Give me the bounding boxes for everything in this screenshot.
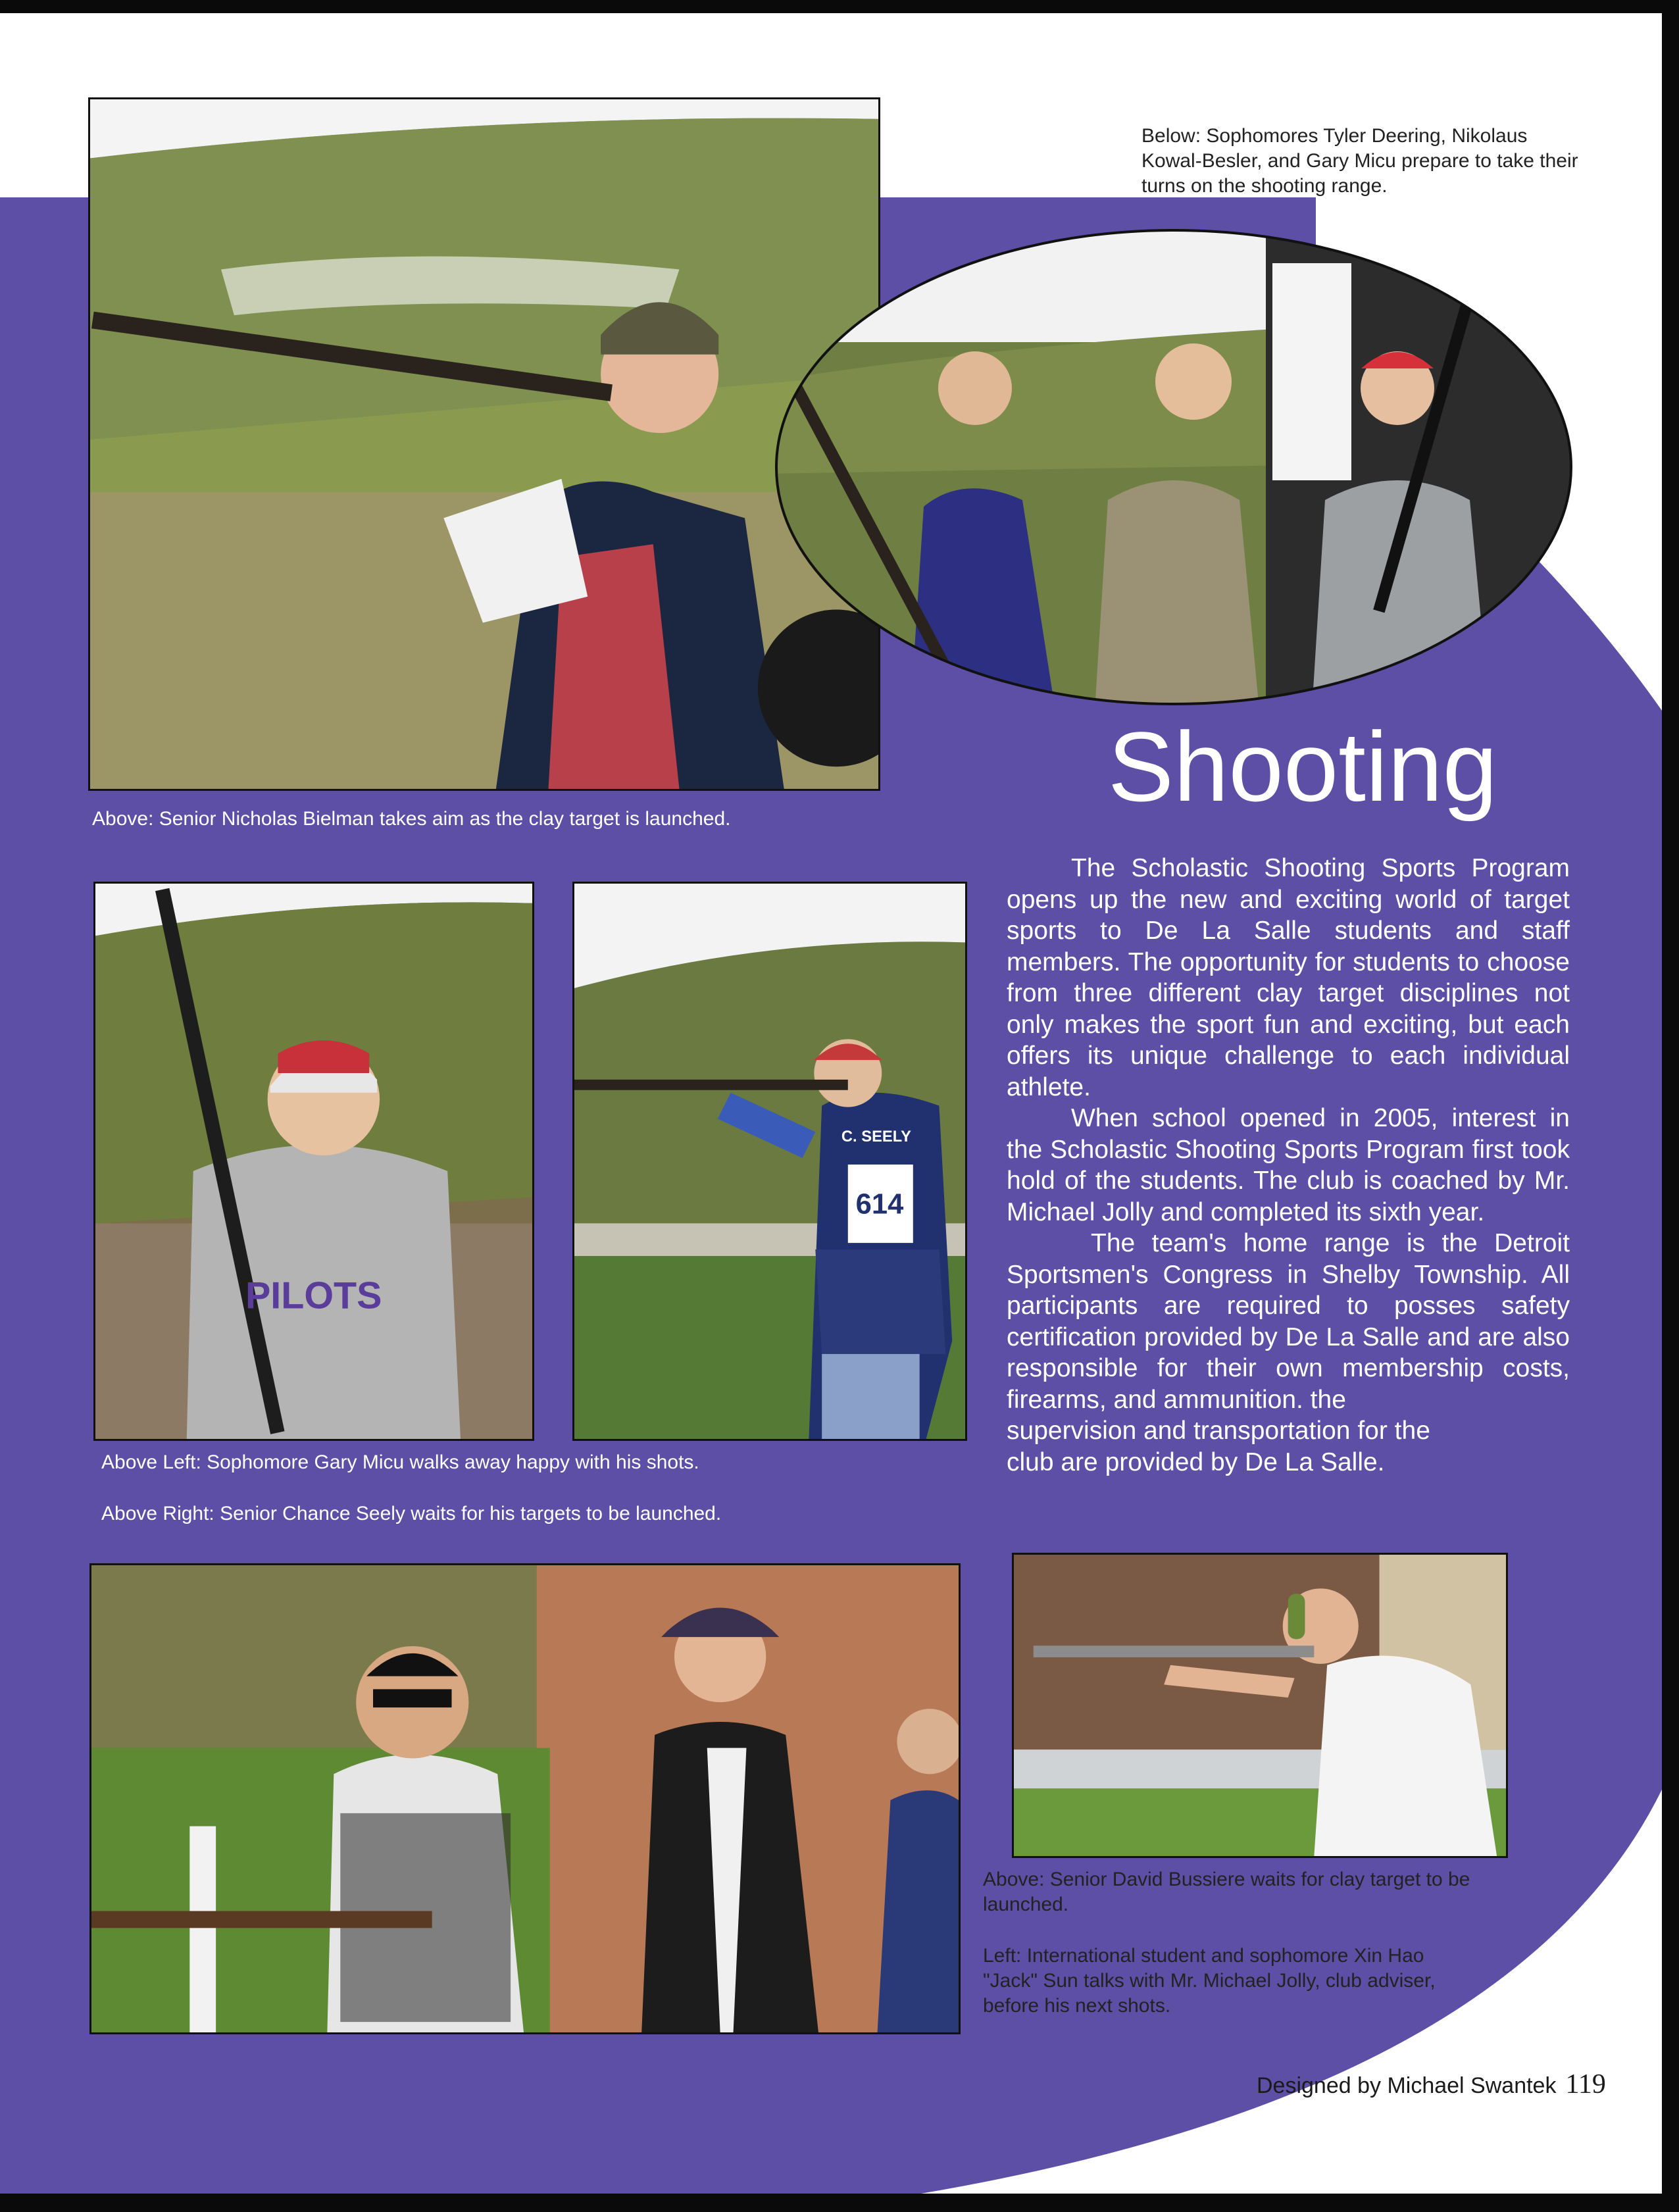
article-body bbox=[1007, 853, 1570, 1478]
caption-above-david: Above: Senior David Bussiere waits for clay target to be launched. bbox=[983, 1869, 1470, 1915]
page-border-bottom bbox=[0, 2194, 1679, 2212]
jersey-number-text: 614 bbox=[855, 1188, 904, 1220]
body-paragraph-4: supervision and transportation for the club are provided by De La Salle. bbox=[1007, 1417, 1430, 1476]
designer-credit: Designed by Michael Swantek bbox=[1257, 2073, 1557, 2098]
photo-david-bussiere bbox=[1012, 1553, 1508, 1858]
photo-chance-seely bbox=[572, 882, 967, 1441]
photo-three-sophomores bbox=[766, 224, 1582, 711]
photo-nicholas-bielman bbox=[88, 97, 880, 791]
caption-above-left-gary: Above Left: Sophomore Gary Micu walks away happy with his shots. bbox=[101, 1451, 699, 1473]
caption-above-nicholas: Above: Senior Nicholas Bielman takes aim as the clay target is launched. bbox=[92, 808, 731, 830]
page-border-top bbox=[0, 0, 1679, 13]
photo-gary-micu bbox=[93, 882, 534, 1441]
page-border-right bbox=[1662, 0, 1679, 2212]
body-paragraph-2: When school opened in 2005, interest in the Scholastic Shooting Sports Program first took hold of the students. The club is coached by Mr. Michael Jolly and completed its sixth year. bbox=[1007, 1104, 1570, 1226]
caption-below-sophomores: Below: Sophomores Tyler Deering, Nikolaus Kowal-Besler, and Gary Micu prepare to take their turns on the shooting range. bbox=[1141, 125, 1578, 197]
caption-left-jack-sun: Left: International student and sophomore Xin Hao "Jack" Sun talks with Mr. Michael Jolly, club adviser, before his next shots. bbox=[983, 1945, 1436, 2017]
caption-above-right-chance: Above Right: Senior Chance Seely waits for his targets to be launched. bbox=[101, 1503, 722, 1524]
page-number: 119 bbox=[1565, 2069, 1606, 2099]
jersey-name-text: C. SEELY bbox=[841, 1128, 911, 1146]
body-paragraph-1: The Scholastic Shooting Sports Program opens up the new and exciting world of target sports to De La Salle students and staff members. The opportunity for students to choose from three different clay target disciplines not only makes the sport fun and exciting, but each offers its unique challenge to each individual athlete. bbox=[1007, 854, 1570, 1101]
pilots-sweatshirt-text: PILOTS bbox=[245, 1274, 382, 1317]
page-footer bbox=[1257, 2071, 1606, 2099]
page-title: Shooting bbox=[1107, 711, 1498, 822]
body-paragraph-3: The team's home range is the Detroit Sportsmen's Congress in Shelby Township. All participants are required to posses safety certification provided by De La Salle and are also responsible for their own membership costs, firearms, and ammunition. the bbox=[1007, 1229, 1570, 1414]
photo-jack-sun-and-mr-jolly bbox=[89, 1563, 961, 2034]
